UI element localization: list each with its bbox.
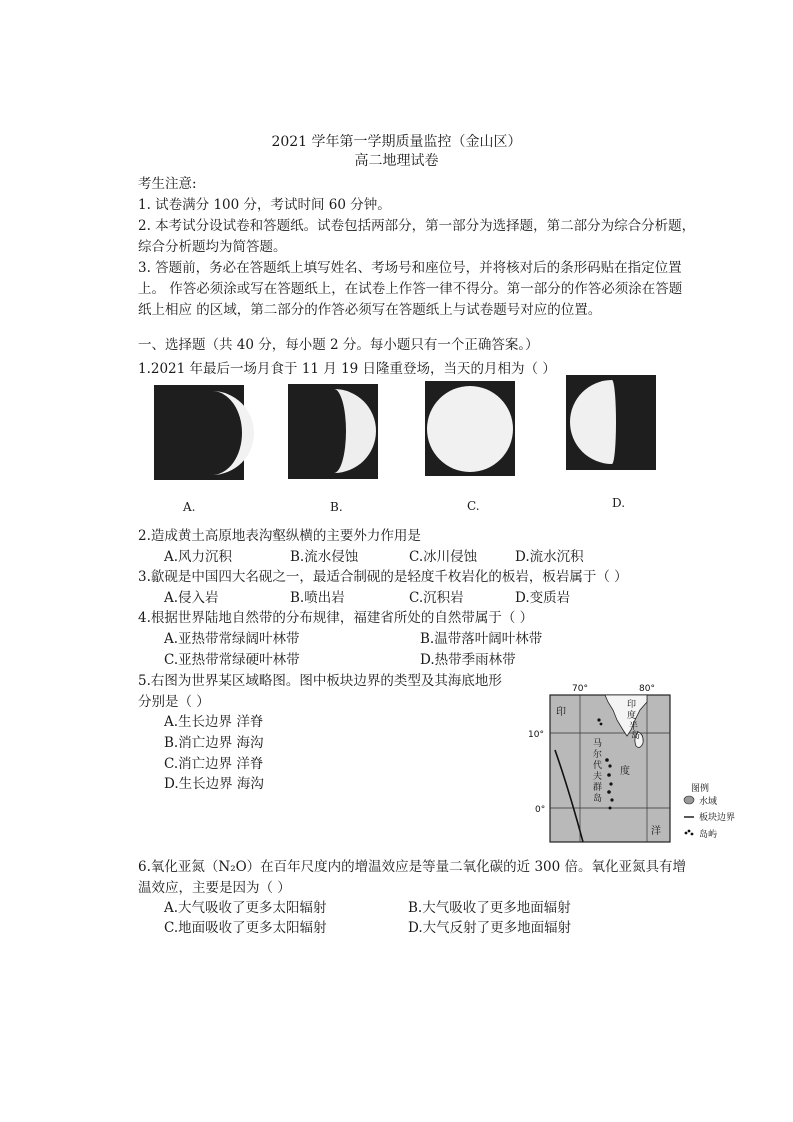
legend-title: 图例 — [691, 784, 710, 794]
question-2-option-c: C.冰川侵蚀 — [409, 549, 478, 565]
question-5-option-a: A.生长边界 洋脊 — [164, 714, 264, 730]
question-5-option-d: D.生长边界 海沟 — [164, 776, 264, 792]
moon-phase-b-image — [288, 384, 378, 479]
exam-title: 2021 学年第一学期质量监控（金山区） — [271, 134, 522, 150]
legend-island-swatch — [685, 830, 694, 836]
notice-item-2-line-2: 综合分析题均为简答题。 — [138, 239, 287, 255]
moon-label-b: B. — [330, 500, 343, 514]
question-3-option-c: C.沉积岩 — [409, 590, 464, 606]
svg-text:岛: 岛 — [631, 731, 641, 741]
moon-label-a: A. — [183, 500, 196, 514]
svg-text:半: 半 — [629, 722, 639, 732]
svg-text:岛: 岛 — [593, 794, 603, 804]
svg-text:群: 群 — [593, 783, 603, 793]
notice-item-3-line-1: 3. 答题前，务必在答题纸上填写姓名、考场号和座位号，并将核对后的条形码贴在指定位置 — [138, 260, 682, 276]
svg-text:马: 马 — [593, 739, 603, 749]
question-6-option-d: D.大气反射了更多地面辐射 — [408, 920, 572, 936]
question-6-option-c: C.地面吸收了更多太阳辐射 — [164, 920, 327, 936]
map-label-70: 70° — [572, 684, 588, 694]
question-6-stem-line-1: 6.氧化亚氮（N₂O）在百年尺度内的增温效应是等量二氧化碳的近 300 倍。氧化亚氮具有增 — [138, 859, 687, 875]
moon-label-d: D. — [612, 496, 626, 510]
question-2-option-b: B.流水侵蚀 — [290, 549, 359, 565]
notice-item-2-line-1: 2. 本考试分设试卷和答题纸。试卷包括两部分，第一部分为选择题，第二部分为综合分析题， — [138, 218, 696, 234]
question-6-option-a: A.大气吸收了更多太阳辐射 — [164, 900, 327, 916]
question-4-option-b: B.温带落叶阔叶林带 — [420, 631, 543, 647]
question-3-option-a: A.侵入岩 — [164, 590, 219, 606]
region-map — [528, 680, 751, 844]
question-6-stem-line-2: 温效应，主要是因为（ ） — [138, 880, 291, 896]
question-1-stem: 1.2021 年最后一场月食于 11 月 19 日隆重登场，当天的月相为（ ） — [138, 361, 556, 377]
section-1-heading: 一、选择题（共 40 分，每小题 2 分。每小题只有一个正确答案。） — [138, 337, 539, 353]
svg-text:印: 印 — [627, 700, 637, 710]
legend-water-label: 水域 — [699, 797, 718, 807]
map-water-area — [550, 695, 670, 842]
question-2-option-d: D.流水沉积 — [515, 549, 584, 565]
moon-phase-c-image — [425, 381, 515, 476]
question-3-option-d: D.变质岩 — [515, 590, 571, 606]
moon-label-c: C. — [467, 499, 480, 513]
map-label-0: 0° — [535, 805, 546, 815]
question-5-option-c: C.消亡边界 洋脊 — [164, 756, 264, 772]
notice-item-3-line-2: 上。 作答必须涂或写在答题纸上，在试卷上作答一律不得分。第一部分的作答必须涂在答题 — [138, 281, 683, 297]
question-5-stem-line-1: 5.右图为世界某区域略图。图中板块边界的类型及其海底地形 — [138, 673, 502, 689]
question-4-stem: 4.根据世界陆地自然带的分布规律，福建省所处的自然带属于（ ） — [138, 610, 534, 626]
question-5-stem-line-2: 分别是（ ） — [138, 694, 210, 710]
svg-text:尔: 尔 — [593, 750, 603, 760]
legend-island-label: 岛屿 — [699, 830, 718, 840]
legend-water-swatch — [684, 796, 694, 804]
map-label-10: 10° — [528, 730, 544, 740]
legend-boundary-label: 板块边界 — [699, 813, 736, 823]
question-4-option-a: A.亚热带常绿阔叶林带 — [164, 631, 300, 647]
exam-subtitle: 高二地理试卷 — [354, 153, 439, 169]
question-3-stem: 3.歙砚是中国四大名砚之一，最适合制砚的是轻度千枚岩化的板岩，板岩属于（ ） — [138, 569, 628, 585]
notice-item-3-line-3: 纸上相应 的区域，第二部分的作答必须写在答题纸上与试卷题号对应的位置。 — [138, 302, 602, 318]
question-5-option-b: B.消亡边界 海沟 — [164, 735, 264, 751]
svg-text:夫: 夫 — [593, 772, 603, 782]
svg-text:度: 度 — [627, 711, 637, 721]
map-label-80: 80° — [639, 684, 655, 694]
map-label-du: 度 — [620, 766, 630, 777]
svg-text:代: 代 — [593, 761, 603, 771]
question-4-option-c: C.亚热带常绿硬叶林带 — [164, 652, 300, 668]
map-label-yin: 印 — [556, 707, 566, 718]
moon-phase-d-image — [566, 375, 656, 470]
question-6-option-b: B.大气吸收了更多地面辐射 — [408, 900, 571, 916]
notice-heading: 考生注意: — [138, 176, 197, 192]
question-2-option-a: A.风力沉积 — [164, 549, 233, 565]
question-2-stem: 2.造成黄土高原地表沟壑纵横的主要外力作用是 — [138, 528, 421, 544]
moon-phase-a-image — [154, 385, 244, 480]
notice-item-1: 1. 试卷满分 100 分，考试时间 60 分钟。 — [138, 197, 391, 213]
map-label-yang: 洋 — [651, 826, 661, 837]
question-4-option-d: D.热带季雨林带 — [420, 652, 516, 668]
question-3-option-b: B.喷出岩 — [290, 590, 345, 606]
